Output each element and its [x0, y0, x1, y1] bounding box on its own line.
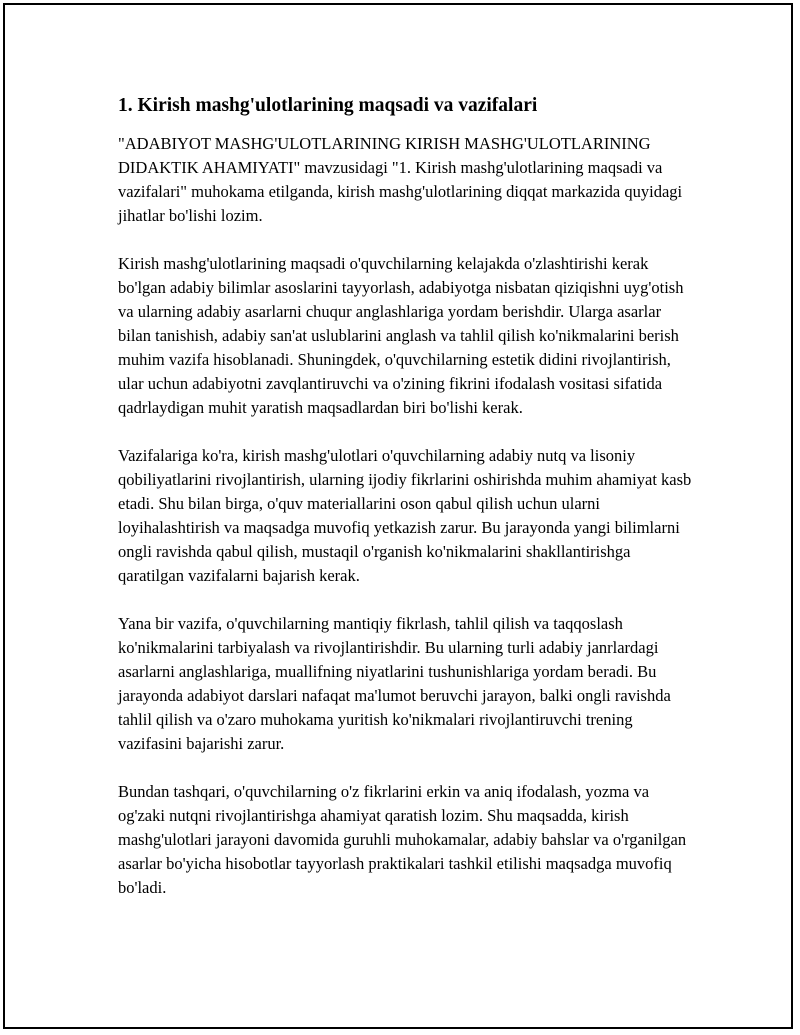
- document-title: 1. Kirish mashg'ulotlarining maqsadi va vazifalari: [118, 95, 538, 116]
- paragraph-expression: Bundan tashqari, o'quvchilarning o'z fikrlarini erkin va aniq ifodalash, yozma va og'zaki nutqni rivojlantirishga ahamiyat qaratish lozim. Shu maqsadda, kirish mashg'ulotlari jarayoni davomida guruhli muhokamalar, adabiy bahslar va o'rganilgan asarlar bo'yicha hisobotlar tayyorlash praktikalari tashkil etilishi maqsadga muvofiq bo'ladi.: [118, 782, 687, 897]
- paragraph-thinking-skills: Yana bir vazifa, o'quvchilarning mantiqiy fikrlash, tahlil qilish va taqqoslash ko'nikmalarini tarbiyalash va rivojlantirishdir. Bu ularning turli adabiy janrlardagi asarlarni anglashlariga, muallifning niyatlarini tushunishlariga yordam beradi. Bu jarayonda adabiyot darslari nafaqat ma'lumot beruvchi jarayon, balki ongli ravishda tahlil qilish va o'zaro muhokama yuritish ko'nikmalari rivojlantiruvchi trening vazifasini bajarishi zarur.: [118, 614, 671, 753]
- document-body: [118, 92, 693, 924]
- paragraph-tasks: Vazifalariga ko'ra, kirish mashg'ulotlari o'quvchilarning adabiy nutq va lisoniy qobiliyatlarini rivojlantirish, ularning ijodiy fikrlarini oshirishda muhim ahamiyat kasb etadi. Shu bilan birga, o'quv materiallarini oson qabul qilish uchun ularni loyihalashtirish va maqsadga muvofiq yetkazish zarur. Bu jarayonda yangi bilimlarni ongli ravishda qabul qilish, mustaqil o'rganish ko'nikmalarini shakllantirishga qaratilgan vazifalarni bajarish kerak.: [118, 446, 692, 585]
- paragraph-goals: Kirish mashg'ulotlarining maqsadi o'quvchilarning kelajakda o'zlashtirishi kerak bo'lgan adabiy bilimlar asoslarini tayyorlash, adabiyotga nisbatan qiziqishni uyg'otish va ularning adabiy asarlarni chuqur anglashlariga yordam berishdir. Ularga asarlar bilan tanishish, adabiy san'at uslublarini anglash va tahlil qilish ko'nikmalarini berish muhim vazifa hisoblanadi. Shuningdek, o'quvchilarning estetik didini rivojlantirish, ular uchun adabiyotni zavqlantiruvchi va o'zining fikrini ifodalash vositasi sifatida qadrlaydigan muhit yaratish maqsadlardan biri bo'lishi kerak.: [118, 254, 684, 417]
- paragraph-intro: "ADABIYOT MASHG'ULOTLARINING KIRISH MASHG'ULOTLARINING DIDAKTIK AHAMIYATI" mavzusidagi "1. Kirish mashg'ulotlarining maqsadi va vazifalari" muhokama etilganda, kirish mashg'ulotlarining diqqat markazida quyidagi jihatlar bo'lishi lozim.: [118, 134, 683, 225]
